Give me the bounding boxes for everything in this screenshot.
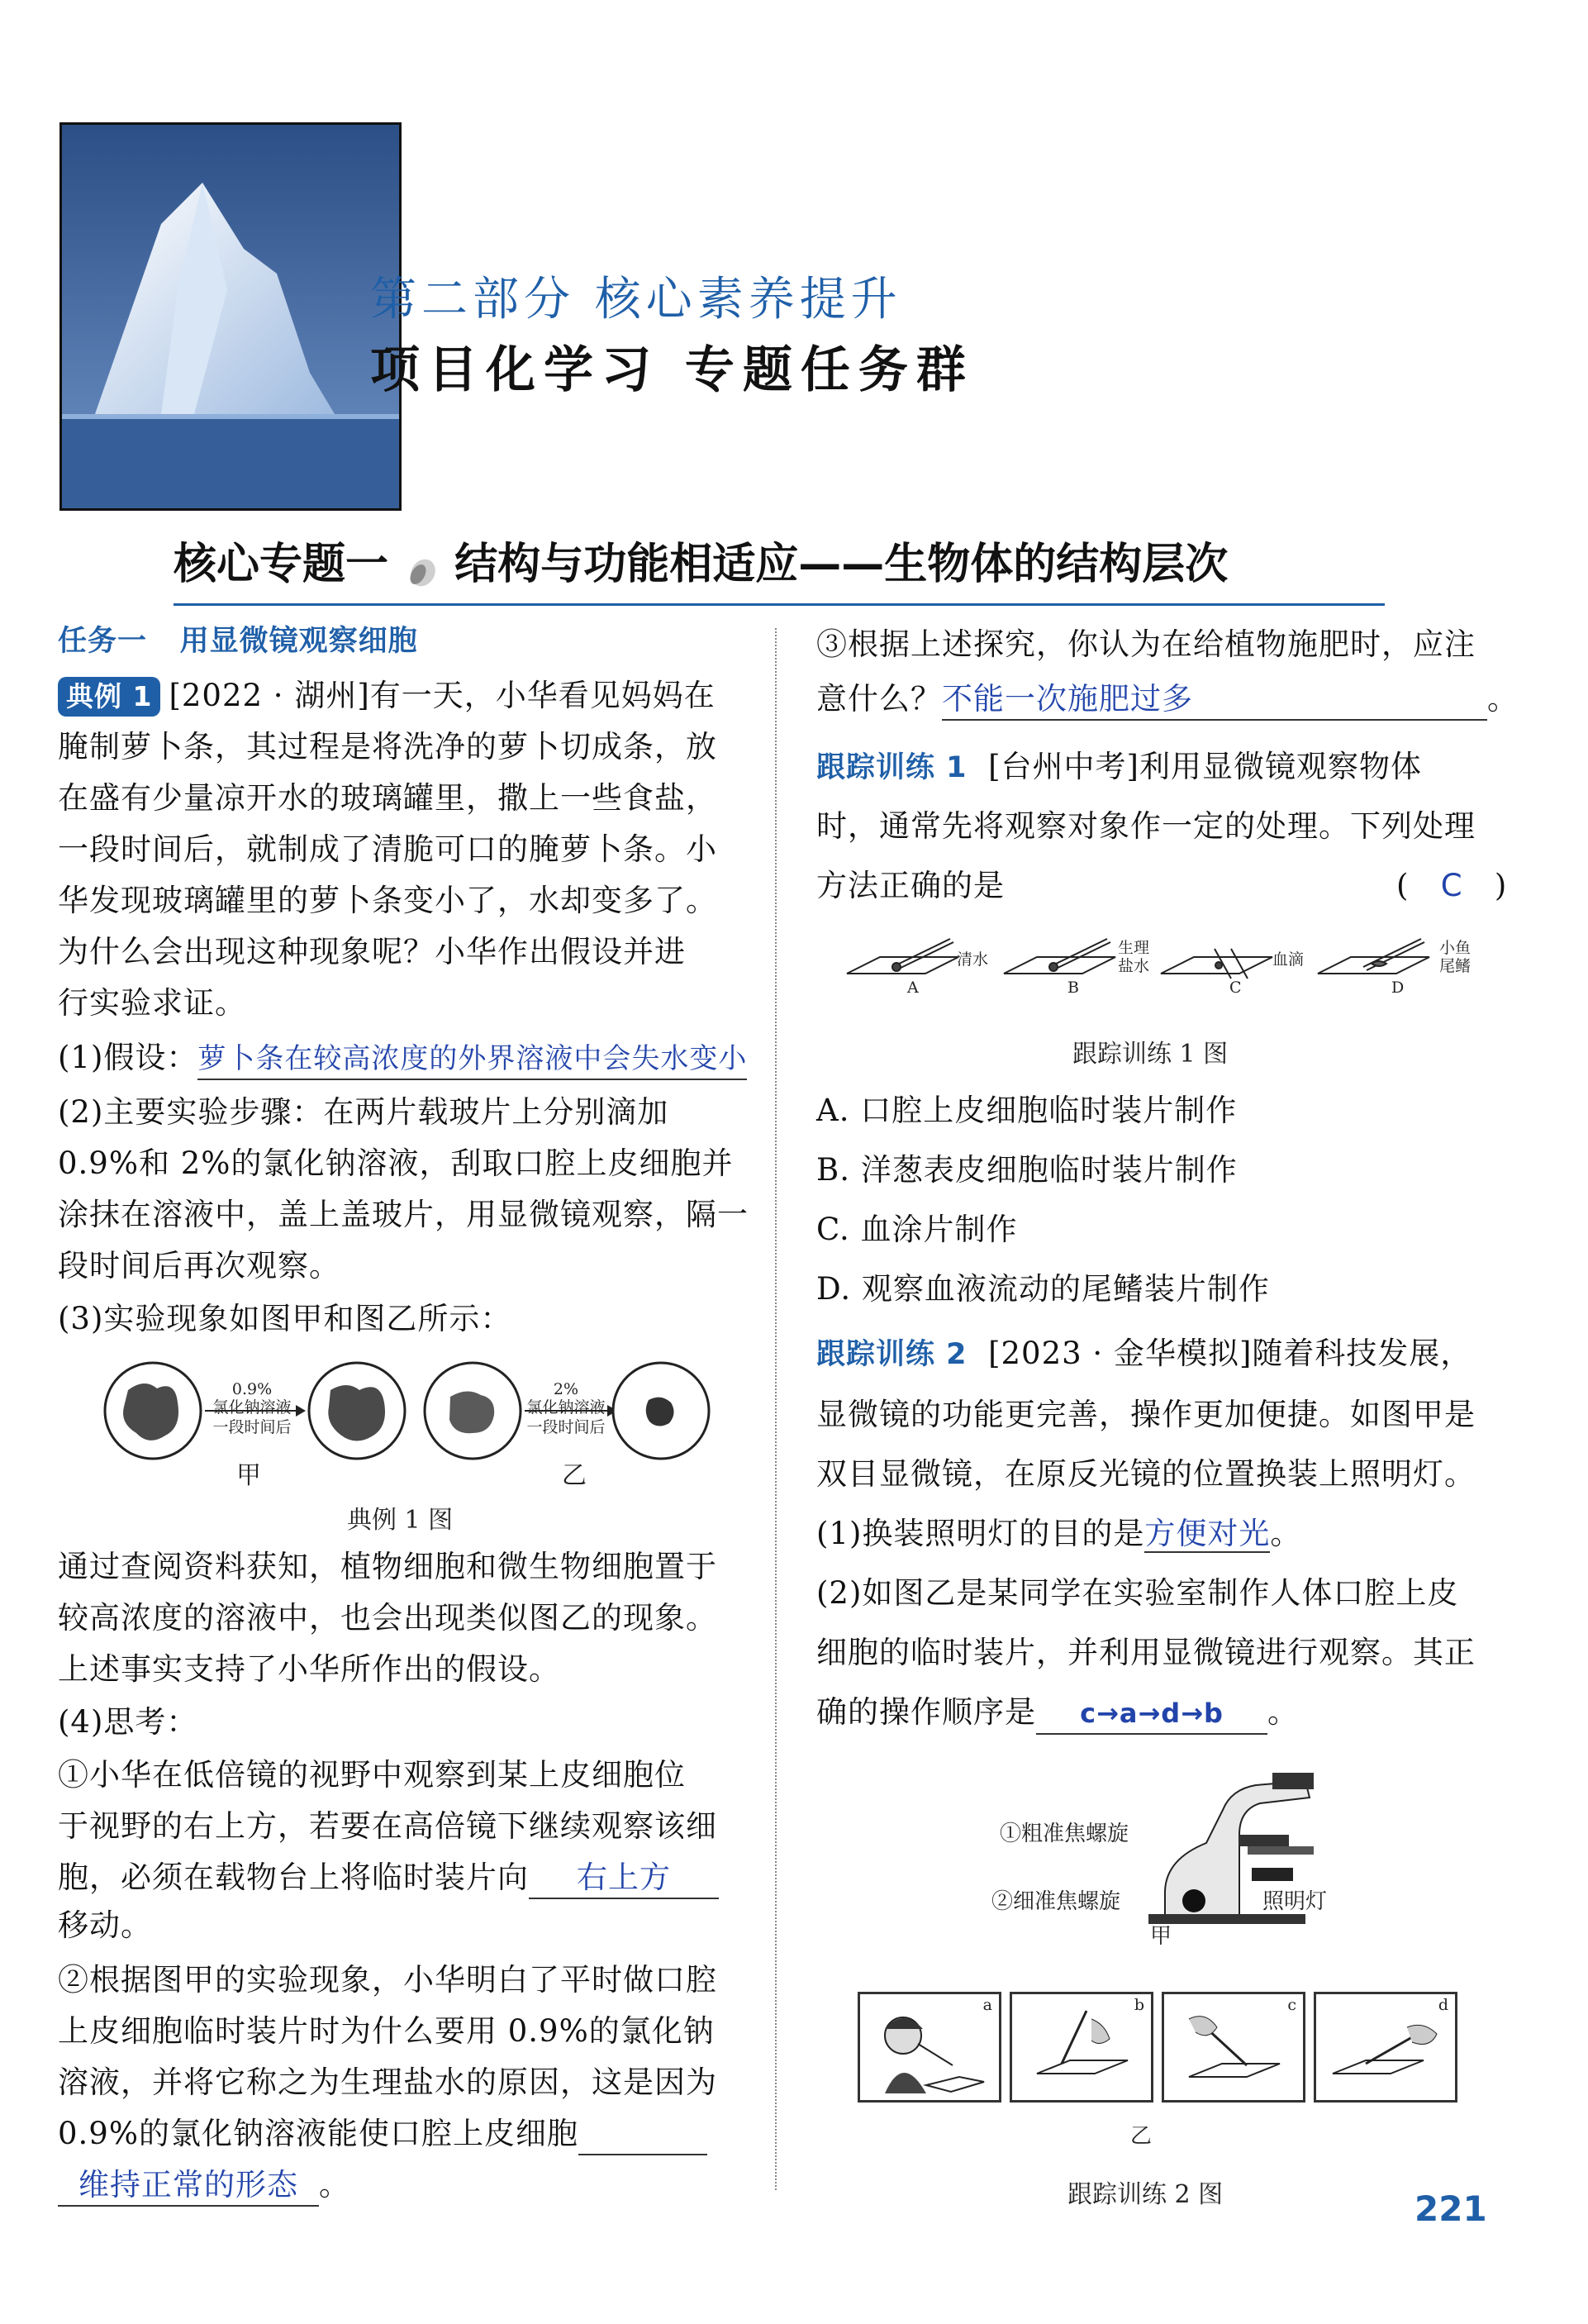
q4-1-answer: 右上方 <box>529 1858 719 1899</box>
q4-2-line: 溶液，并将它称之为生理盐水的原因，这是因为 <box>58 2064 717 2100</box>
fig1-letter-a: A <box>907 979 919 997</box>
panel-letter-a: a <box>982 1996 992 2014</box>
practice2-line: 双目显微镜，在原反光镜的位置换装上照明灯。 <box>816 1456 1476 1492</box>
q4-1-line: 胞，必须在载物台上将临时装片向 右上方 <box>58 1858 719 1899</box>
q4-1-line: 于视野的右上方，若要在高倍镜下继续观察该细 <box>58 1808 717 1844</box>
coarse-focus-label: ①粗准焦螺旋 <box>1000 1822 1129 1846</box>
q4-3-answer-line: 意什么？不能一次施肥过多 。 <box>816 679 1519 721</box>
cell-diagram <box>99 1357 711 1481</box>
practice1-option-b: B. 洋葱表皮细胞临时装片制作 <box>816 1152 1238 1188</box>
q4-2-answer: 维持正常的形态 <box>58 2165 319 2207</box>
q2-line: 涂抹在溶液中，盖上盖玻片，用显微镜观察，隔一 <box>58 1197 749 1232</box>
q2-line: 0.9%和 2%的氯化钠溶液，刮取口腔上皮细胞并 <box>58 1145 734 1181</box>
example1-line: 华发现玻璃罐里的萝卜条变小了，水却变多了。 <box>58 883 717 918</box>
task-heading <box>58 621 418 661</box>
practice1-option-d: D. 观察血液流动的尾鳍装片制作 <box>816 1271 1270 1307</box>
slide-diagram <box>843 932 1520 1007</box>
practice2-q1: (1)换装照明灯的目的是方便对光。 <box>816 1516 1302 1551</box>
task-title: 用显微镜观察细胞 <box>179 625 418 658</box>
part-subtitle: 第二部分 核心素养提升 <box>370 273 902 326</box>
practice1-answer: C <box>1440 868 1463 903</box>
q1-hypothesis: (1)假设：萝卜条在较高浓度的外界溶液中会失水变小 <box>58 1038 747 1080</box>
example1-line: 一段时间后，就制成了清脆可口的腌萝卜条。小 <box>58 831 717 867</box>
example1-figure <box>99 1357 711 1481</box>
fine-focus-label: ②细准焦螺旋 <box>991 1889 1121 1914</box>
panel-letter-c: c <box>1287 1996 1296 2014</box>
q2-line: 段时间后再次观察。 <box>58 1248 340 1283</box>
part-title: 项目化学习 专题任务群 <box>370 341 974 399</box>
practice2-q2-line: 细胞的临时装片，并利用显微镜进行观察。其正 <box>816 1635 1476 1670</box>
q4-2-line: 0.9%的氯化钠溶液能使口腔上皮细胞 <box>58 2114 707 2155</box>
figure-label-jia: 甲 <box>236 1461 261 1490</box>
task-label: 任务一 <box>58 625 148 658</box>
q4-2-line: 上皮细胞临时装片时为什么要用 0.9%的氯化钠 <box>58 2013 715 2049</box>
practice1-answer-paren: ( C ) <box>1396 868 1508 903</box>
example1-line: 为什么会出现这种现象呢？小华作出假设并进 <box>58 934 686 969</box>
q1-answer: 萝卜条在较高浓度的外界溶液中会失水变小 <box>197 1039 747 1080</box>
fig1-label-b: 生理 盐水 <box>1117 939 1149 975</box>
practice1-figure <box>843 932 1520 1007</box>
jia-label-solution: 氯化钠溶液 <box>212 1398 292 1417</box>
procedure-panel-a <box>858 1992 1001 2103</box>
practice1-line-1: 跟踪训练 1 [台州中考]利用显微镜观察物体 <box>816 749 1422 784</box>
topic-heading <box>174 529 1228 591</box>
topic-title: 结构与功能相适应——生物体的结构层次 <box>454 540 1229 589</box>
q4-2-answer-line: 维持正常的形态 。 <box>58 2165 350 2207</box>
lamp-label: 照明灯 <box>1262 1889 1328 1914</box>
q4-1-line: ①小华在低倍镜的视野中观察到某上皮细胞位 <box>58 1757 686 1793</box>
microscope-label-jia: 甲 <box>1150 1924 1172 1949</box>
practice1-tag: 跟踪训练 1 <box>816 751 968 784</box>
column-divider <box>775 628 777 2190</box>
page-number: 221 <box>1414 2188 1487 2229</box>
practice2-caption: 跟踪训练 2 图 <box>1067 2180 1224 2209</box>
practice1-option-a: A. 口腔上皮细胞临时装片制作 <box>816 1093 1238 1128</box>
after-line: 通过查阅资料获知，植物细胞和微生物细胞置于 <box>58 1549 717 1584</box>
q4-label: (4)思考： <box>58 1704 198 1740</box>
topic-number: 核心专题一 <box>174 540 389 589</box>
q4-3-line: ③根据上述探究，你认为在给植物施肥时，应注 <box>816 626 1476 662</box>
procedure-panel-c <box>1162 1992 1305 2103</box>
yi-label-solution: 氯化钠溶液 <box>526 1398 606 1417</box>
practice2-line: 显微镜的功能更完善，操作更加便捷。如图甲是 <box>816 1397 1476 1432</box>
practice1-line: 方法正确的是 <box>816 868 1005 903</box>
procedure-label-yi: 乙 <box>1130 2124 1153 2149</box>
figure-label-yi: 乙 <box>562 1461 587 1490</box>
practice2-q2-line: 确的操作顺序是 c→a→d→b 。 <box>816 1693 1299 1735</box>
practice1-caption: 跟踪训练 1 图 <box>1072 1040 1229 1069</box>
fig1-label-d: 小鱼 尾鳍 <box>1438 939 1471 975</box>
example1-line: 腌制萝卜条，其过程是将洗净的萝卜切成条，放 <box>58 729 717 764</box>
practice2-q2-line: (2)如图乙是某同学在实验室制作人体口腔上皮 <box>816 1575 1459 1611</box>
procedure-panel-d <box>1314 1992 1457 2103</box>
practice1-option-c: C. 血涂片制作 <box>816 1212 1018 1247</box>
q3-line: (3)实验现象如图甲和图乙所示： <box>58 1301 512 1336</box>
after-line: 较高浓度的溶液中，也会出现类似图乙的现象。 <box>58 1600 717 1636</box>
fig1-label-c: 血滴 <box>1272 950 1305 969</box>
fig1-letter-d: D <box>1391 979 1405 997</box>
practice1-line: 时，通常先将观察对象作一定的处理。下列处理 <box>816 808 1476 844</box>
fig1-letter-b: B <box>1067 979 1079 997</box>
yi-label-time: 一段时间后 <box>526 1418 606 1436</box>
practice2-line-1: 跟踪训练 2 [2023 · 金华模拟]随着科技发展， <box>816 1336 1472 1371</box>
fig1-label-a: 清水 <box>957 950 989 969</box>
fig1-letter-c: C <box>1229 979 1242 997</box>
q4-3-answer: 不能一次施肥过多 <box>942 679 1487 721</box>
example1-caption: 典例 1 图 <box>347 1506 454 1535</box>
after-line: 上述事实支持了小华所作出的假设。 <box>58 1651 560 1687</box>
q2-line: (2)主要实验步骤：在两片载玻片上分别滴加 <box>58 1094 669 1130</box>
procedure-panel-b <box>1010 1992 1153 2103</box>
iceberg-image <box>59 122 402 511</box>
example1-line: 行实验求证。 <box>58 985 246 1021</box>
q4-1-end: 移动。 <box>58 1907 152 1943</box>
panel-letter-b: b <box>1134 1996 1144 2014</box>
q4-2-line: ②根据图甲的实验现象，小华明白了平时做口腔 <box>58 1962 717 1998</box>
jia-label-time: 一段时间后 <box>212 1418 292 1436</box>
panel-letter-d: d <box>1438 1996 1448 2014</box>
leaf-icon <box>403 550 440 583</box>
practice2-q1-answer: 方便对光 <box>1144 1516 1271 1551</box>
example1-line-1: 典例 1 [2022 · 湖州]有一天，小华看见妈妈在 <box>58 676 716 717</box>
yi-label-pct: 2% <box>553 1380 579 1398</box>
practice2-q2-answer: c→a→d→b <box>1036 1693 1267 1735</box>
jia-label-pct: 0.9% <box>231 1380 273 1398</box>
example-tag: 典例 1 <box>58 677 160 717</box>
practice2-tag: 跟踪训练 2 <box>816 1338 968 1371</box>
example1-line: 在盛有少量凉开水的玻璃罐里，撒上一些食盐， <box>58 780 717 816</box>
topic-underline <box>174 603 1385 606</box>
